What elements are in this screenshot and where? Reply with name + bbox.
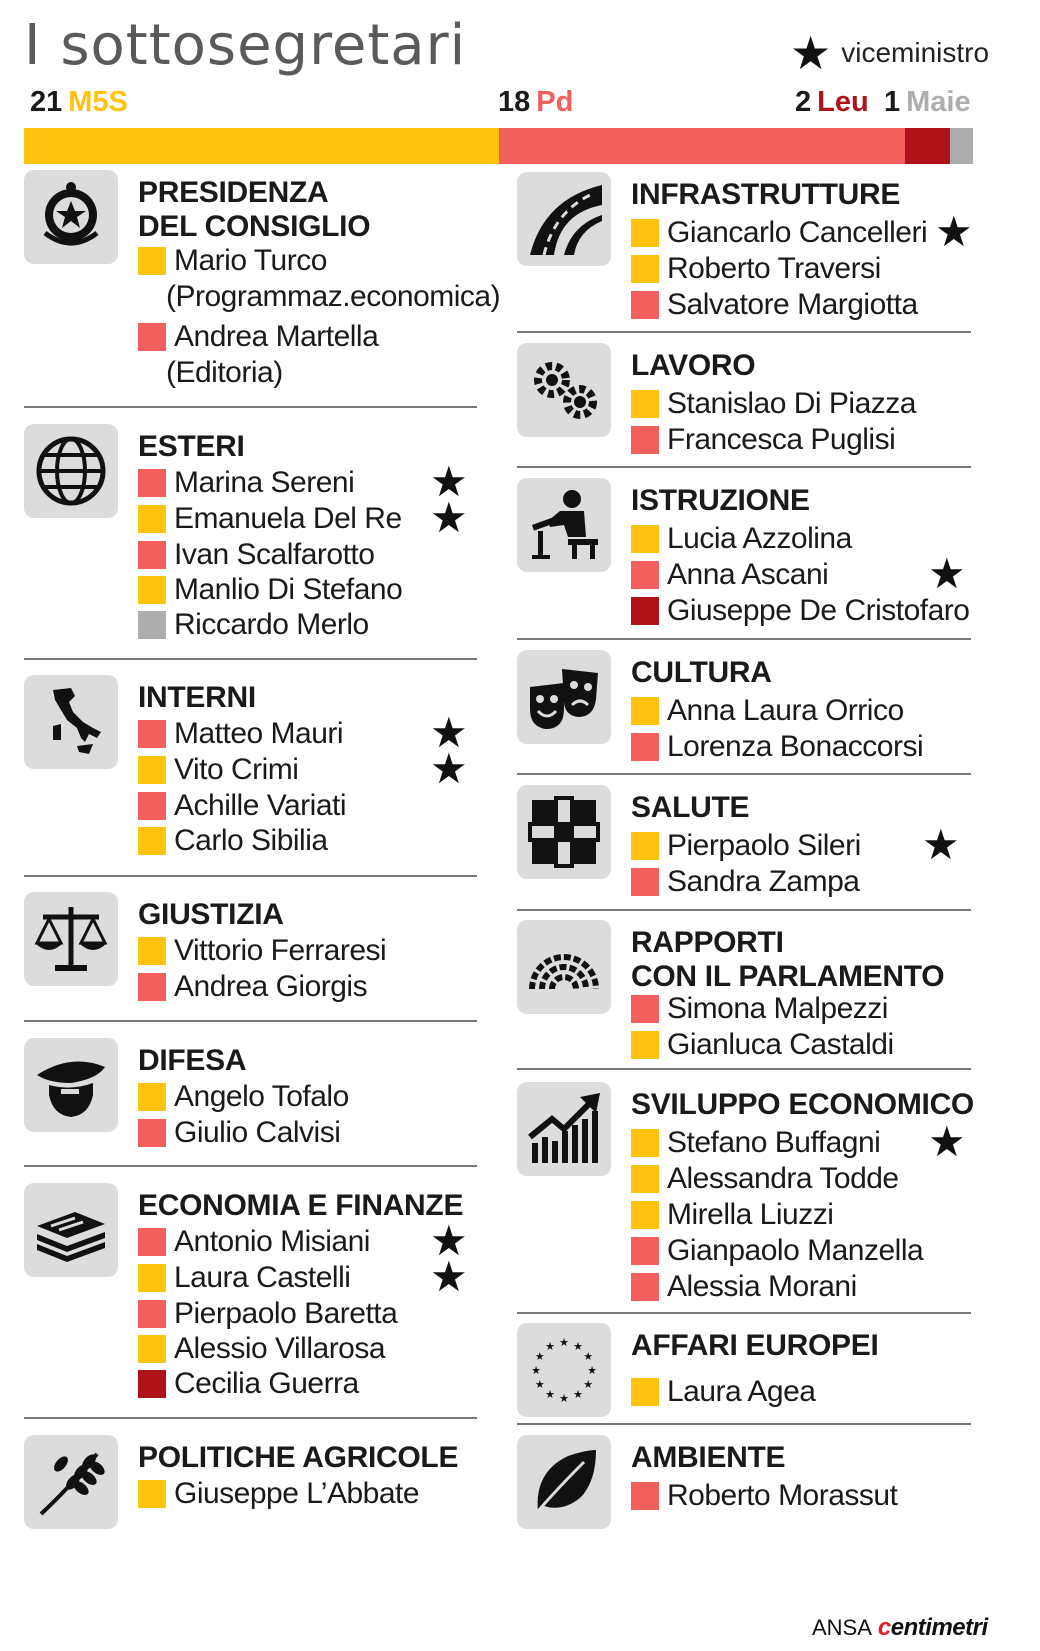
member-name: Gianpaolo Manzella (667, 1234, 924, 1267)
party-square-m5s (631, 219, 659, 247)
bar-segment-leu (905, 128, 950, 164)
viceministro-star-icon: ★ (430, 494, 468, 541)
credit (812, 1614, 988, 1642)
member-row (631, 520, 852, 557)
member-name: Vito Crimi (174, 753, 299, 786)
party-square-m5s (631, 697, 659, 725)
student-desk-icon (517, 478, 611, 572)
member-name: Riccardo Merlo (174, 608, 369, 641)
student-desk-icon-graphic (524, 485, 604, 565)
member-name: Alessia Morani (667, 1270, 857, 1303)
count-m5s (30, 86, 128, 119)
member-row (138, 571, 402, 608)
eu-star: ★ (545, 1339, 555, 1353)
section-title: AMBIENTE (631, 1441, 786, 1474)
member-row (138, 242, 327, 279)
party-square-m5s (631, 832, 659, 860)
viceministro-star-icon: ★ (430, 745, 468, 792)
party-square-m5s (138, 756, 166, 784)
member-row (631, 421, 895, 458)
party-square-pd (138, 720, 166, 748)
member-row (138, 1259, 350, 1296)
section-europei (517, 1323, 973, 1423)
section-title: GIUSTIZIA (138, 898, 284, 931)
party-square-pd (631, 426, 659, 454)
viceministro-star-icon: ★ (430, 1217, 468, 1264)
section-difesa (24, 1038, 479, 1149)
section-sviluppo (517, 1082, 974, 1303)
eu-star: ★ (534, 1378, 545, 1391)
member-name: Anna Laura Orrico (667, 694, 904, 727)
section-ambiente (517, 1435, 973, 1535)
member-row (138, 318, 378, 355)
section-divider (517, 909, 971, 911)
party-square-pd (631, 1237, 659, 1265)
party-square-m5s (631, 1031, 659, 1059)
parliament-icon-graphic (524, 927, 604, 1007)
party-square-pd (631, 733, 659, 761)
member-row (631, 286, 918, 323)
section-title: LAVORO (631, 349, 756, 382)
party-square-leu (631, 597, 659, 625)
member-row (138, 500, 402, 537)
section-lavoro (517, 343, 973, 456)
member-row (138, 968, 367, 1005)
party-name: M5S (68, 86, 128, 118)
member-row (138, 1365, 359, 1402)
member-row (631, 592, 969, 629)
party-square-m5s (631, 390, 659, 418)
eu-stars-icon (517, 1323, 611, 1417)
wheat-icon (24, 1435, 118, 1529)
member-row (631, 556, 828, 593)
party-name: Leu (817, 86, 869, 118)
member-name: Stanislao Di Piazza (667, 387, 916, 420)
section-title: SVILUPPO ECONOMICO (631, 1088, 974, 1121)
bar-segment-m5s (24, 128, 499, 164)
member-name: Alessandra Todde (667, 1162, 899, 1195)
member-row (138, 787, 346, 824)
section-title: POLITICHE AGRICOLE (138, 1441, 459, 1474)
section-divider (517, 638, 971, 640)
eu-star: ★ (573, 1339, 583, 1353)
section-divider (517, 773, 971, 775)
star-icon: ★ (790, 27, 832, 79)
party-square-pd (138, 469, 166, 497)
member-name: Vittorio Ferraresi (174, 934, 387, 967)
member-row (631, 990, 888, 1027)
member-row (138, 1223, 370, 1260)
party-square-m5s (138, 1335, 166, 1363)
party-square-pd (631, 291, 659, 319)
legend-label: viceministro (841, 37, 990, 68)
member-name: Lorenza Bonaccorsi (667, 730, 924, 763)
party-square-m5s (631, 525, 659, 553)
member-row (138, 751, 298, 788)
section-divider (24, 1417, 477, 1419)
party-square-pd (631, 1482, 659, 1510)
banknotes-icon-graphic (31, 1190, 111, 1270)
agency-name: ANSA (812, 1615, 872, 1640)
section-agricole (24, 1435, 479, 1535)
highway-icon (517, 172, 611, 266)
section-salute (517, 785, 973, 898)
member-name: Mario Turco (174, 244, 327, 277)
gears-icon (517, 343, 611, 437)
member-name: Giancarlo Cancelleri (667, 216, 928, 249)
member-row (631, 1477, 897, 1514)
member-row (631, 1232, 923, 1269)
party-square-m5s (631, 1165, 659, 1193)
member-name: Ivan Scalfarotto (174, 538, 375, 571)
section-economia (24, 1183, 479, 1400)
party-square-m5s (138, 1264, 166, 1292)
member-name: Giulio Calvisi (174, 1116, 341, 1149)
eu-star: ★ (587, 1364, 597, 1377)
party-square-pd (631, 995, 659, 1023)
brand-logo: centimetri (877, 1614, 988, 1641)
member-row (631, 250, 881, 287)
member-name: Salvatore Margiotta (667, 288, 918, 321)
party-name: Pd (536, 86, 574, 118)
eu-star: ★ (559, 1392, 569, 1405)
member-row (138, 536, 374, 573)
eu-star: ★ (531, 1364, 541, 1377)
count-number: 21 (30, 86, 63, 118)
growth-chart-icon-graphic (524, 1089, 604, 1169)
eu-star: ★ (559, 1336, 569, 1349)
section-divider (24, 658, 477, 660)
member-name: Lucia Azzolina (667, 522, 852, 555)
eu-star: ★ (534, 1350, 545, 1363)
party-square-leu (138, 1370, 166, 1398)
party-square-m5s (631, 1378, 659, 1406)
section-divider (517, 1312, 971, 1314)
viceministro-star-icon: ★ (928, 550, 966, 597)
member-row (631, 1268, 857, 1305)
section-title: INTERNI (138, 681, 256, 714)
section-title: PRESIDENZA (138, 176, 329, 209)
eu-star: ★ (545, 1388, 555, 1402)
party-square-m5s (631, 1201, 659, 1229)
party-square-pd (138, 1300, 166, 1328)
section-title: INFRASTRUTTURE (631, 178, 901, 211)
party-square-m5s (138, 1083, 166, 1111)
member-row (631, 1160, 899, 1197)
party-square-pd (138, 1228, 166, 1256)
section-giustizia (24, 892, 479, 1003)
eu-stars-icon-graphic (524, 1330, 604, 1410)
party-square-m5s (138, 937, 166, 965)
member-name: Pierpaolo Baretta (174, 1297, 398, 1330)
member-name: Stefano Buffagni (667, 1126, 881, 1159)
section-title: ESTERI (138, 430, 245, 463)
party-square-pd (138, 792, 166, 820)
member-name: Angelo Tofalo (174, 1080, 349, 1113)
section-title-line2: DEL CONSIGLIO (138, 210, 371, 243)
medical-cross-icon-graphic (524, 792, 604, 872)
party-name: Maie (906, 86, 971, 118)
member-name: Alessio Villarosa (174, 1332, 386, 1365)
page-title: I sottosegretari (24, 13, 467, 78)
italy-map-icon (24, 675, 118, 769)
leaf-icon-graphic (524, 1442, 604, 1522)
member-name: Laura Agea (667, 1375, 816, 1408)
military-cap-icon (24, 1038, 118, 1132)
member-row (138, 1475, 419, 1512)
member-name: Anna Ascani (667, 558, 829, 591)
military-cap-icon-graphic (31, 1045, 111, 1125)
section-title-line2: CON IL PARLAMENTO (631, 960, 945, 993)
section-divider (24, 1165, 477, 1167)
section-rapporti (517, 920, 973, 1061)
member-row (138, 1295, 397, 1332)
section-title: DIFESA (138, 1044, 247, 1077)
section-title: ECONOMIA E FINANZE (138, 1189, 464, 1222)
member-name: Andrea Martella (174, 320, 379, 353)
member-name: Gianluca Castaldi (667, 1028, 894, 1061)
member-row (631, 863, 859, 900)
section-esteri (24, 424, 479, 641)
member-name: Emanuela Del Re (174, 502, 402, 535)
member-row (138, 715, 343, 752)
bar-segment-maie (950, 128, 973, 164)
member-name: Achille Variati (174, 789, 347, 822)
member-name: Giuseppe De Cristofaro (667, 594, 970, 627)
member-row (631, 214, 927, 251)
member-name: Simona Malpezzi (667, 992, 888, 1025)
section-divider (24, 406, 477, 408)
section-divider (24, 875, 477, 877)
section-divider (517, 331, 971, 333)
member-row (138, 932, 386, 969)
member-name: Cecilia Guerra (174, 1367, 359, 1400)
viceministro-star-icon: ★ (935, 208, 973, 255)
party-square-pd (138, 541, 166, 569)
theater-masks-icon (517, 650, 611, 744)
member-name: Francesca Puglisi (667, 423, 896, 456)
banknotes-icon (24, 1183, 118, 1277)
italy-map-icon-graphic (31, 682, 111, 762)
member-row (138, 464, 354, 501)
section-title: CULTURA (631, 656, 772, 689)
member-name: Marina Sereni (174, 466, 355, 499)
party-square-m5s (138, 505, 166, 533)
member-name: Antonio Misiani (174, 1225, 370, 1258)
viceministro-star-icon: ★ (922, 821, 960, 868)
member-row (631, 1373, 815, 1410)
member-row (631, 1026, 894, 1063)
member-name: Sandra Zampa (667, 865, 860, 898)
section-interni (24, 675, 479, 857)
section-infrastrutture (517, 172, 973, 321)
scales-icon (24, 892, 118, 986)
member-note: (Programmaz.economica) (166, 280, 501, 313)
section-title: RAPPORTI (631, 926, 784, 959)
section-divider (517, 466, 971, 468)
party-square-m5s (631, 255, 659, 283)
eu-star: ★ (573, 1388, 583, 1402)
party-square-pd (138, 323, 166, 351)
leaf-icon (517, 1435, 611, 1529)
member-name: Pierpaolo Sileri (667, 829, 861, 862)
member-note: (Editoria) (166, 356, 283, 389)
count-pd (498, 86, 573, 119)
section-title: SALUTE (631, 791, 750, 824)
globe-icon-graphic (31, 431, 111, 511)
theater-masks-icon-graphic (524, 657, 604, 737)
member-name: Carlo Sibilia (174, 824, 328, 857)
member-name: Roberto Morassut (667, 1479, 898, 1512)
member-row (631, 1196, 833, 1233)
member-row (631, 692, 904, 729)
count-maie (884, 86, 971, 119)
emblem-icon (24, 170, 118, 264)
globe-icon (24, 424, 118, 518)
count-leu (795, 86, 869, 119)
parliament-icon (517, 920, 611, 1014)
count-number: 18 (498, 86, 531, 118)
party-square-maie (138, 611, 166, 639)
scales-icon-graphic (31, 899, 111, 979)
viceministro-star-icon: ★ (430, 458, 468, 505)
growth-chart-icon (517, 1082, 611, 1176)
medical-cross-icon (517, 785, 611, 879)
count-number: 2 (795, 86, 812, 118)
member-row (138, 1114, 340, 1151)
party-square-pd (631, 561, 659, 589)
section-presidenza (24, 170, 501, 389)
legend (790, 27, 990, 79)
viceministro-star-icon: ★ (430, 709, 468, 756)
count-number: 1 (884, 86, 901, 118)
party-square-pd (138, 1119, 166, 1147)
party-square-pd (631, 1273, 659, 1301)
wheat-icon-graphic (31, 1442, 111, 1522)
party-square-pd (631, 868, 659, 896)
member-row (631, 385, 916, 422)
member-row (138, 606, 369, 643)
party-square-m5s (138, 827, 166, 855)
member-name: Manlio Di Stefano (174, 573, 403, 606)
section-title: ISTRUZIONE (631, 484, 810, 517)
party-share-bar (24, 128, 1023, 164)
eu-star: ★ (583, 1378, 594, 1391)
member-row (631, 827, 861, 864)
member-name: Matteo Mauri (174, 717, 344, 750)
section-divider (517, 1423, 971, 1425)
emblem-icon-graphic (31, 177, 111, 257)
party-square-m5s (631, 1129, 659, 1157)
section-title: AFFARI EUROPEI (631, 1329, 879, 1362)
highway-icon-graphic (524, 179, 604, 259)
member-row (138, 822, 328, 859)
member-name: Giuseppe L’Abbate (174, 1477, 420, 1510)
party-square-pd (138, 973, 166, 1001)
section-divider (517, 1068, 971, 1070)
party-square-m5s (138, 1480, 166, 1508)
eu-star: ★ (583, 1350, 594, 1363)
party-square-m5s (138, 576, 166, 604)
member-name: Andrea Giorgis (174, 970, 368, 1003)
party-square-m5s (138, 247, 166, 275)
member-row (138, 1078, 349, 1115)
section-istruzione (517, 478, 973, 627)
section-cultura (517, 650, 973, 763)
member-name: Roberto Traversi (667, 252, 881, 285)
member-row (631, 728, 923, 765)
member-name: Laura Castelli (174, 1261, 351, 1294)
viceministro-star-icon: ★ (430, 1253, 468, 1300)
section-divider (24, 1020, 477, 1022)
member-name: Mirella Liuzzi (667, 1198, 834, 1231)
viceministro-star-icon: ★ (928, 1118, 966, 1165)
bar-segment-pd (499, 128, 906, 164)
gears-icon-graphic (524, 350, 604, 430)
member-row (138, 1330, 385, 1367)
member-row (631, 1124, 880, 1161)
